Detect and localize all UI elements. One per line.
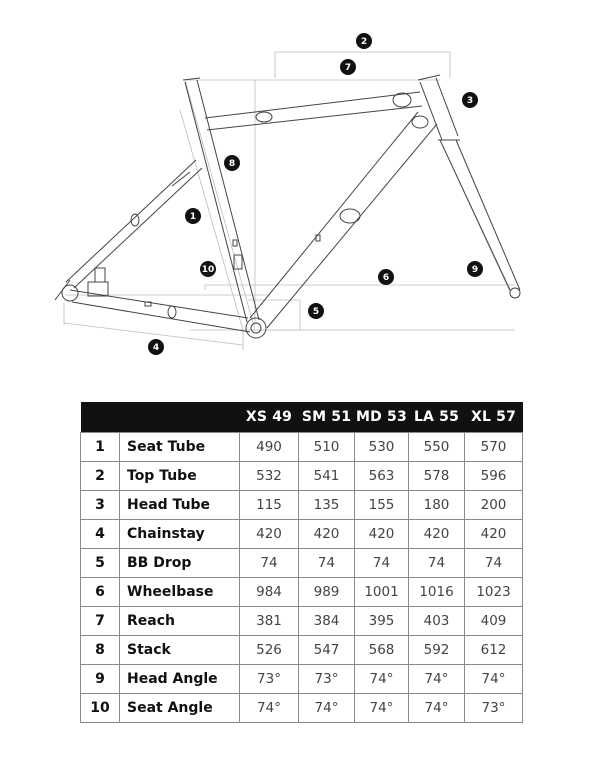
value-cell: 596 <box>465 462 523 491</box>
value-cell: 420 <box>355 520 409 549</box>
table-row <box>81 665 523 694</box>
marker-1 <box>185 208 201 224</box>
value-cell: 395 <box>355 607 409 636</box>
row-label: Reach <box>120 607 240 636</box>
value-cell: 74 <box>299 549 355 578</box>
value-cell: 526 <box>240 636 299 665</box>
value-cell: 1016 <box>409 578 465 607</box>
value-cell: 547 <box>299 636 355 665</box>
value-cell: 135 <box>299 491 355 520</box>
value-cell: 74° <box>240 694 299 723</box>
header-size-xl: XL 57 <box>465 402 523 433</box>
value-cell: 74° <box>409 665 465 694</box>
marker-9 <box>467 261 483 277</box>
row-number: 8 <box>81 636 120 665</box>
header-cell <box>81 402 120 433</box>
svg-text:1: 1 <box>189 212 197 222</box>
value-cell: 74° <box>355 665 409 694</box>
row-number: 5 <box>81 549 120 578</box>
value-cell: 420 <box>465 520 523 549</box>
marker-5 <box>308 303 324 319</box>
row-label: Seat Tube <box>120 433 240 462</box>
table-row <box>81 491 523 520</box>
row-number: 9 <box>81 665 120 694</box>
row-number: 3 <box>81 491 120 520</box>
marker-10 <box>200 261 216 277</box>
measurement-guides <box>64 52 515 350</box>
value-cell: 578 <box>409 462 465 491</box>
row-number: 6 <box>81 578 120 607</box>
svg-text:7: 7 <box>344 63 352 73</box>
header-size-la: LA 55 <box>409 402 465 433</box>
value-cell: 73° <box>299 665 355 694</box>
svg-text:9: 9 <box>471 265 479 275</box>
value-cell: 115 <box>240 491 299 520</box>
row-label: Chainstay <box>120 520 240 549</box>
row-label: Head Angle <box>120 665 240 694</box>
row-label: Wheelbase <box>120 578 240 607</box>
value-cell: 568 <box>355 636 409 665</box>
value-cell: 420 <box>299 520 355 549</box>
value-cell: 510 <box>299 433 355 462</box>
value-cell: 612 <box>465 636 523 665</box>
header-size-sm: SM 51 <box>299 402 355 433</box>
row-number: 7 <box>81 607 120 636</box>
row-number: 2 <box>81 462 120 491</box>
table-header-row <box>81 402 523 433</box>
marker-3 <box>462 92 478 108</box>
row-label: Seat Angle <box>120 694 240 723</box>
value-cell: 74° <box>409 694 465 723</box>
row-label: BB Drop <box>120 549 240 578</box>
value-cell: 570 <box>465 433 523 462</box>
value-cell: 530 <box>355 433 409 462</box>
header-cell <box>120 402 240 433</box>
value-cell: 384 <box>299 607 355 636</box>
value-cell: 73° <box>465 694 523 723</box>
svg-text:4: 4 <box>152 343 160 353</box>
value-cell: 74 <box>240 549 299 578</box>
value-cell: 1023 <box>465 578 523 607</box>
value-cell: 1001 <box>355 578 409 607</box>
svg-text:10: 10 <box>201 265 215 275</box>
row-label: Top Tube <box>120 462 240 491</box>
marker-8 <box>224 155 240 171</box>
table-row <box>81 462 523 491</box>
geometry-table <box>80 402 523 723</box>
value-cell: 74° <box>299 694 355 723</box>
header-size-xs: XS 49 <box>240 402 299 433</box>
value-cell: 989 <box>299 578 355 607</box>
value-cell: 592 <box>409 636 465 665</box>
value-cell: 73° <box>240 665 299 694</box>
svg-text:5: 5 <box>312 307 320 317</box>
row-number: 4 <box>81 520 120 549</box>
row-number: 1 <box>81 433 120 462</box>
header-size-md: MD 53 <box>355 402 409 433</box>
table-body <box>81 433 523 723</box>
svg-text:3: 3 <box>466 96 474 106</box>
value-cell: 74 <box>409 549 465 578</box>
svg-text:2: 2 <box>360 37 368 47</box>
svg-text:8: 8 <box>228 159 236 169</box>
row-label: Stack <box>120 636 240 665</box>
frame-tubes <box>55 75 520 338</box>
value-cell: 550 <box>409 433 465 462</box>
bike-frame-diagram <box>0 0 600 380</box>
row-number: 10 <box>81 694 120 723</box>
value-cell: 984 <box>240 578 299 607</box>
row-label: Head Tube <box>120 491 240 520</box>
value-cell: 541 <box>299 462 355 491</box>
table-row <box>81 433 523 462</box>
value-cell: 155 <box>355 491 409 520</box>
value-cell: 490 <box>240 433 299 462</box>
value-cell: 420 <box>240 520 299 549</box>
table-row <box>81 607 523 636</box>
marker-2 <box>356 33 372 49</box>
value-cell: 74° <box>465 665 523 694</box>
value-cell: 381 <box>240 607 299 636</box>
value-cell: 74 <box>355 549 409 578</box>
table-row <box>81 694 523 723</box>
table-row <box>81 549 523 578</box>
value-cell: 74 <box>465 549 523 578</box>
marker-4 <box>148 339 164 355</box>
value-cell: 532 <box>240 462 299 491</box>
table-row <box>81 578 523 607</box>
table-row <box>81 520 523 549</box>
value-cell: 409 <box>465 607 523 636</box>
value-cell: 74° <box>355 694 409 723</box>
marker-6 <box>378 269 394 285</box>
value-cell: 403 <box>409 607 465 636</box>
marker-7 <box>340 59 356 75</box>
svg-text:6: 6 <box>382 273 390 283</box>
value-cell: 563 <box>355 462 409 491</box>
value-cell: 180 <box>409 491 465 520</box>
value-cell: 200 <box>465 491 523 520</box>
value-cell: 420 <box>409 520 465 549</box>
table-row <box>81 636 523 665</box>
